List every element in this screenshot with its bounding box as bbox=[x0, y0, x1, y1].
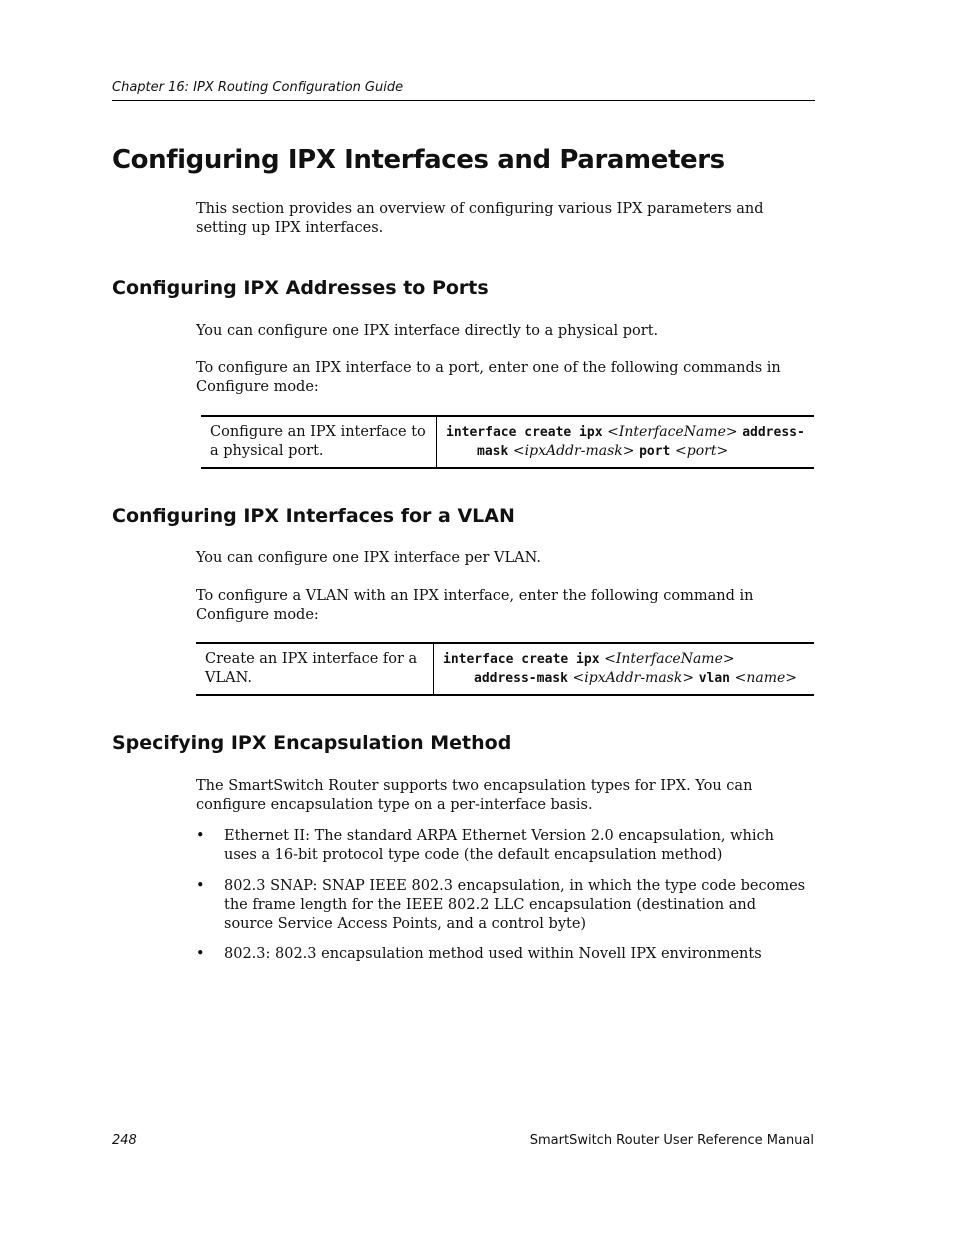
section3-paragraph-1: The SmartSwitch Router supports two encapsulation types for IPX. You can configure encapsulation type on a per-interface basis. bbox=[196, 778, 753, 813]
command-description: Create an IPX interface for a VLAN. bbox=[196, 643, 434, 695]
intro-paragraph: This section provides an overview of configuring various IPX parameters and setting up IPX interfaces. bbox=[196, 201, 764, 236]
argument: <port> bbox=[675, 443, 729, 459]
list-item-text: 802.3: 802.3 encapsulation method used within Novell IPX environments bbox=[224, 946, 762, 962]
page-title: Configuring IPX Interfaces and Parameters bbox=[112, 145, 725, 175]
argument: <InterfaceName> bbox=[607, 424, 738, 440]
page-number: 248 bbox=[112, 1133, 137, 1148]
command-table-port bbox=[201, 415, 814, 469]
keyword: mask bbox=[477, 444, 509, 459]
command-syntax bbox=[434, 643, 815, 695]
section1-paragraph-2: To configure an IPX interface to a port, enter one of the following commands in Configure mode: bbox=[196, 360, 781, 395]
section2-paragraph-2: To configure a VLAN with an IPX interface, enter the following command in Configure mode: bbox=[196, 588, 754, 623]
running-header: Chapter 16: IPX Routing Configuration Guide bbox=[112, 80, 815, 101]
argument: <ipxAddr-mask> bbox=[572, 670, 695, 686]
section1-paragraph-1: You can configure one IPX interface directly to a physical port. bbox=[196, 323, 659, 339]
list-item-text: 802.3 SNAP: SNAP IEEE 802.3 encapsulation, in which the type code becomes the frame length for the IEEE 802.2 LLC encapsulation (destination and source Service Access Points, and a control byte) bbox=[224, 878, 806, 932]
section-heading-encapsulation: Specifying IPX Encapsulation Method bbox=[112, 732, 512, 754]
keyword: port bbox=[639, 444, 671, 459]
bullet-symbol: • bbox=[196, 946, 205, 962]
argument: <name> bbox=[734, 670, 797, 686]
command-table-vlan bbox=[196, 642, 814, 696]
keyword: interface create ipx bbox=[446, 425, 603, 440]
command-description: Configure an IPX interface to a physical port. bbox=[201, 416, 437, 468]
bullet-symbol: • bbox=[196, 878, 205, 894]
table-row bbox=[201, 416, 814, 468]
list-item-text: Ethernet II: The standard ARPA Ethernet Version 2.0 encapsulation, which uses a 16-bit protocol type code (the default encapsulation method) bbox=[224, 828, 774, 863]
section2-paragraph-1: You can configure one IPX interface per VLAN. bbox=[196, 550, 541, 566]
argument: <ipxAddr-mask> bbox=[512, 443, 635, 459]
keyword: vlan bbox=[698, 671, 730, 686]
keyword: address- bbox=[742, 425, 805, 440]
bullet-symbol: • bbox=[196, 828, 205, 844]
argument: <InterfaceName> bbox=[604, 651, 735, 667]
command-syntax bbox=[437, 416, 815, 468]
manual-title: SmartSwitch Router User Reference Manual bbox=[529, 1133, 814, 1148]
section-heading-vlan: Configuring IPX Interfaces for a VLAN bbox=[112, 505, 515, 527]
section-heading-addresses: Configuring IPX Addresses to Ports bbox=[112, 277, 489, 299]
table-row bbox=[196, 643, 814, 695]
keyword: address-mask bbox=[474, 671, 568, 686]
keyword: interface create ipx bbox=[443, 652, 600, 667]
